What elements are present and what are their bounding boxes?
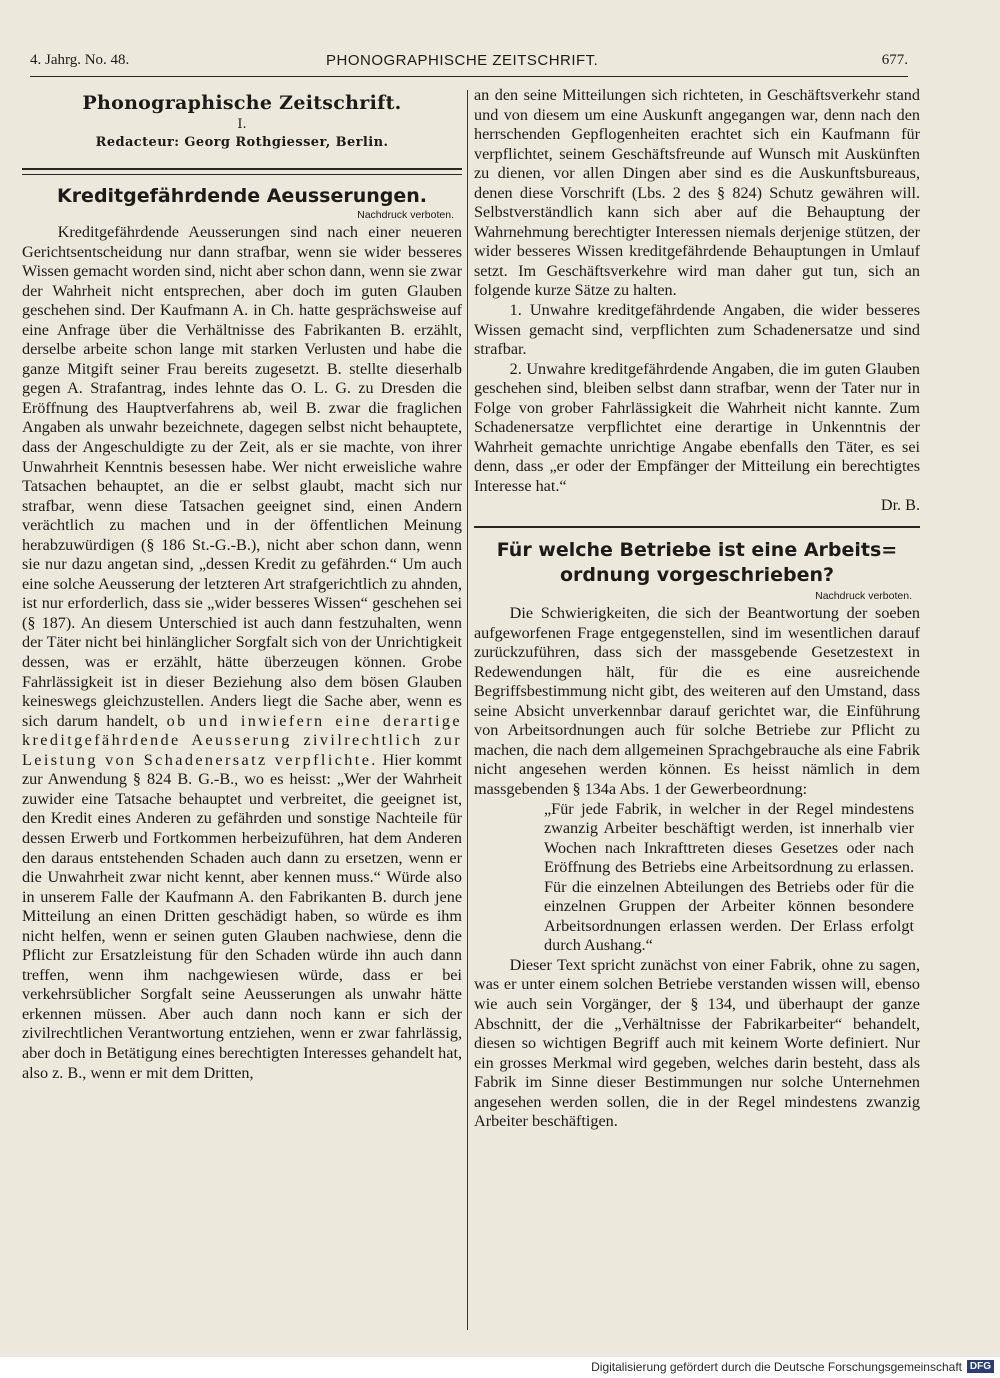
issue-number: 4. Jahrg. No. 48. xyxy=(30,52,130,68)
masthead-editor: Redacteur: Georg Rothgiesser, Berlin. xyxy=(95,135,389,150)
article-paragraph: Die Schwierigkeiten, die sich der Beantwortung der soeben aufgeworfenen Frage entgegenstellen, sind im wesentlichen darauf zurückzuführen, dass sich der massgebende Gesetzestext in Redewendungen hält, für die es eine ausreichende Begriffsbestimmung nicht gibt, des weiteren auf den Umstand, dass seine Absicht unverkennbar darauf gerichtet war, die Einführung von Arbeitsordnungen auch für solche Betriebe zur Pflicht zu machen, die nach dem allgemeinen Sprachgebrauche als eine Fabrik nicht angesehen werden können. Es heisst nämlich in dem massgebenden § 134a Abs. 1 der Gewerbeordnung: xyxy=(474,604,920,798)
author-signature: Dr. B. xyxy=(880,496,920,515)
article-paragraph: an den seine Mitteilungen sich richteten, in Geschäftsverkehr stand und von diesem um eine Auskunft angegangen war, denn nach den herrschenden Gepflogenheiten erachtet sich ein Kaufmann für verpflichtet, seinem Geschäftsfreunde auf Wunsch mit Auskünften zu dienen, vor allen Dingen aber sind es die Auskunftsbureaus, denen diese Vorschrift (Lbs. 2 des § 824) Schutz gewähren will. Selbstverständlich kann sich aber auf die Behauptung der Wahrnehmung berechtigter Interessen niemals derjenige stützen, der wider besseres Wissen kreditgefährdende Behauptungen in Umlauf setzt. Im Geschäftsverkehre wird man daher gut tun, sich an folgende kurze Sätze zu halten. xyxy=(474,86,920,300)
article-title: Kreditgefährdende Aeusserungen. xyxy=(56,185,428,207)
masthead-rule xyxy=(22,168,462,175)
page-number: 677. xyxy=(881,52,908,68)
paragraph-text: Kreditgefährdende Aeusserungen sind nach einer neueren Gerichtsentscheidung nur dann strafbar, wenn sie wider besseres Wissen gemacht worden sind, nicht aber schon dann, wenn sie zwar der Wahrheit nicht entsprechen, aber doch im guten Glauben geschehen sind. Der Kaufmann A. in Ch. hatte gesprächsweise auf eine Anfrage über die Verhältnisse des Fabrikanten B. erzählt, derselbe arbeite schon lange mit starken Verlusten und habe die ganze Mitgift seiner Frau bereits zugesetzt. B. stellte dieserhalb gegen A. Strafantrag, indes lehnte das O. L. G. zu Dresden die Eröffnung des Hauptverfahrens ab, weil B. zwar die fraglichen Angaben als unwahr bezeichnete, dagegen selbst nicht behauptete, dass der Angeschuldigte zu der Zeit, als er sie machte, von ihrer Unwahrheit Kenntnis besessen habe. Wer nicht erweisliche wahre Tatsachen behauptet, an die er selbst glaubt, macht sich nur strafbar, wenn diese Tatsachen geeignet sind, einen Andern verächtlich zu machen und in der öffentlichen Meinung herabzuwürdigen (§ 186 St.-G.-B.), nicht aber schon dann, wenn sie nur dazu angetan sind, „dessen Kredit zu gefährden.“ Um auch eine solche Aeusserung der letzteren Art strafgerichtlich zu ahnden, ist nur erforderlich, dass sie „wider besseres Wissen“ geschehen sei (§ 187). An diesem Unterschied ist auch dann festzuhalten, wenn der Täter nicht bei hinlänglicher Sorgfalt sich von der Unrichtigkeit dessen, was er erzählt, hätte überzeugen können. Grobe Fahrlässigkeit ist in dieser Beziehung also dem bösen Glauben keineswegs gleichzustellen. Anders liegt die Sache aber, wenn es sich darum handelt, xyxy=(22,223,462,730)
footer-credit: Digitalisierung gefördert durch die Deutsche Forschungsgemeinschaft xyxy=(591,1360,962,1374)
article-title-line: Für welche Betriebe ist eine Arbeits= xyxy=(496,539,898,562)
article-paragraph xyxy=(474,360,920,516)
law-quote: „Für jede Fabrik, in welcher in der Regel mindestens zwanzig Arbeiter beschäftigt werden, ist innerhalb vier Wochen nach Inkrafttreten dieses Gesetzes oder nach Eröffnung des Betriebs eine Arbeitsordnung zu erlassen. Für die einzelnen Abteilungen des Betriebs oder für die einzelnen Gruppen der Arbeiter können besondere Arbeitsordnungen erlassen werden. Der Erlass erfolgt durch Aushang.“ xyxy=(544,799,914,955)
right-column xyxy=(474,86,920,1132)
reprint-notice: Nachdruck verboten. xyxy=(357,209,454,221)
paragraph-text: 2. Unwahre kreditgefährdende Angaben, die im guten Glauben geschehen sind, bleiben selbst dann strafbar, wenn der Tater nur in Folge von grober Fahrlässigkeit die Wahrheit nicht kannte. Zum Schadenersatze verpflichtet eine derartige in Unkenntnis der Wahrheit gemachte unrichtige Angabe ebenfalls den Täter, es sei denn, dass „er oder der Empfänger der Mitteilung ein berechtigtes Interesse hat.“ xyxy=(474,359,920,495)
digitization-footer xyxy=(0,1357,1000,1378)
left-column xyxy=(22,86,462,1083)
column-divider xyxy=(467,90,468,1330)
reprint-notice: Nachdruck verboten. xyxy=(815,590,912,603)
article-separator xyxy=(474,526,920,528)
article-paragraph xyxy=(22,223,462,1083)
running-head xyxy=(30,48,908,77)
article-title-line: ordnung vorgeschrieben? xyxy=(559,564,834,587)
spaced-emphasis: ob und inwiefern eine derartige kreditgefährdende Aeusserung zivilrechtlich zur Leistung von Schadenersatz verpflichte. xyxy=(22,711,462,769)
paragraph-text: Hier kommt zur Anwendung § 824 B. G.-B., wo es heisst: „Wer der Wahrheit zuwider eine Tatsache behauptet und verbreitet, die geeignet ist, den Kredit eines Anderen zu gefährden und sonstige Nachteile für dessen Erwerb und Fortkommen herbeizuführen, hat dem Anderen den daraus entstehenden Schaden auch dann zu ersetzen, wenn er die Unwahrheit zwar nicht kennt, aber kennen muss.“ Würde also in unserem Falle der Kaufmann A. den Fabrikanten B. durch jene Mitteilung an einen Dritten geschädigt haben, so würde es ihm nicht helfen, wenn er seinen guten Glauben nachwiese, denn die Pflicht zur Ersatzleistung für den Schaden würde ihn auch dann treffen, wenn ihm nachgewiesen würde, dass er bei verkehrsüblicher Sorgfalt seine Aeusserungen als unwahr hätte erkennen müssen. Aber auch dann noch kann er sich der zivilrechtlichen Verantwortung entziehen, wenn er zwar fahrlässig, aber doch in Betätigung eines berechtigten Interesses gehandelt hat, also z. B., wenn er mit dem Dritten, xyxy=(22,750,463,1082)
dfg-logo: DFG xyxy=(967,1360,994,1373)
article-paragraph: Dieser Text spricht zunächst von einer Fabrik, ohne zu sagen, was er unter einem solchen Betriebe verstanden wissen will, ebenso wie auch sein Vorgänger, der § 134, und überhaupt der ganze Abschnitt, der die „Verhältnisse der Fabrikarbeiter“ behandelt, diesen so wichtigen Begriff auch mit keinem Worte definiert. Nur ein grosses Merkmal wird gegeben, welches darin besteht, dass als Fabrik im Sinne dieser Bestimmungen nur solche Unternehmen angesehen werden sollen, die in der Regel mindestens zwanzig Arbeiter beschäftigen. xyxy=(474,955,920,1131)
masthead-title: Phonographische Zeitschrift. xyxy=(82,92,402,114)
journal-name: PHONOGRAPHISCHE ZEITSCHRIFT. xyxy=(326,52,599,69)
masthead-issue: I. xyxy=(237,117,247,132)
article-paragraph: 1. Unwahre kreditgefährdende Angaben, die wider besseres Wissen gemacht sind, verpflichten zum Schadenersatze und sind strafbar. xyxy=(474,301,920,359)
